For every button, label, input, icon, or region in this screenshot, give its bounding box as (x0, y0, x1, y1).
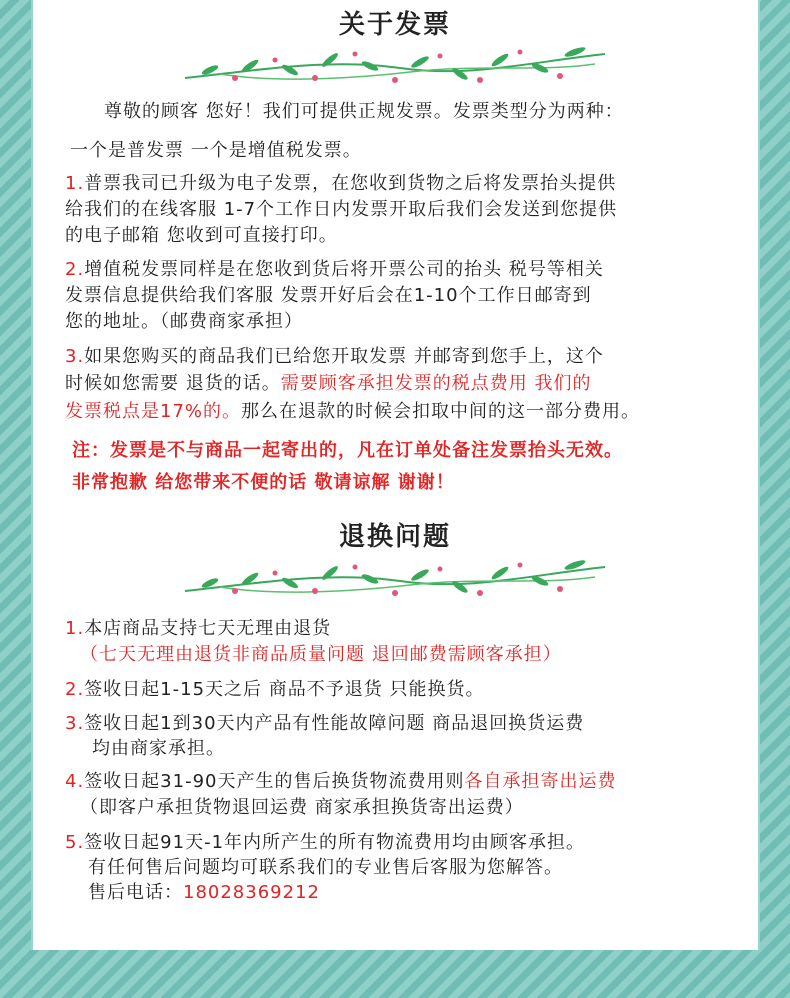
invoice-note-2: 非常抱歉 给您带来不便的话 敬请谅解 谢谢！ (72, 472, 455, 493)
returns-item-1-line-2: （七天无理由退货非商品质量问题 退回邮费需顾客承担） (80, 644, 562, 665)
phone-number: 18028369212 (183, 882, 320, 903)
invoice-note-1: 注：发票是不与商品一起寄出的，凡在订单处备注发票抬头无效。 (72, 440, 623, 461)
invoice-item-3-line-1: 3.如果您购买的商品我们已给您开取发票 并邮寄到您手上，这个 (65, 346, 604, 367)
returns-item-5-line-1: 5.签收日起91天-1年内所产生的所有物流费用均由顾客承担。 (65, 832, 586, 853)
item-number: 2. (65, 259, 85, 280)
item-number: 5. (65, 832, 85, 853)
invoice-item-1-line-2: 给我们的在线客服 1-7个工作日内发票开取后我们会发送到您提供 (65, 199, 618, 220)
invoice-item-1-line-1: 1.普票我司已升级为电子发票，在您收到货物之后将发票抬头提供 (65, 173, 617, 194)
item-number: 3. (65, 713, 85, 734)
returns-title: 退换问题 (338, 522, 451, 552)
vine-divider-icon (180, 40, 610, 90)
invoice-item-2-line-3: 您的地址。（邮费商家承担） (65, 311, 303, 332)
returns-item-1-line-1: 1.本店商品支持七天无理由退货 (65, 618, 332, 639)
returns-item-3-line-1: 3.签收日起1到30天内产品有性能故障问题 商品退回换货运费 (65, 713, 585, 734)
invoice-intro-line-2: 一个是普发票 一个是增值税发票。 (70, 140, 362, 161)
item-number: 2. (65, 679, 85, 700)
item-number: 1. (65, 173, 85, 194)
invoice-title: 关于发票 (338, 10, 451, 40)
invoice-intro-line-1: 尊敬的顾客 您好！我们可提供正规发票。发票类型分为两种： (104, 101, 624, 122)
returns-item-4-line-2: （即客户承担货物退回运费 商家承担换货寄出运费） (80, 797, 524, 818)
returns-item-2-line-1: 2.签收日起1-15天之后 商品不予退货 只能换货。 (65, 679, 485, 700)
invoice-item-1-line-3: 的电子邮箱 您收到可直接打印。 (65, 225, 338, 246)
returns-item-4-line-1: 4.签收日起31-90天产生的售后换货物流费用则各自承担寄出运费 (65, 771, 617, 792)
highlight-text: 需要顾客承担发票的税点费用 我们的 (280, 373, 592, 394)
highlight-text: 各自承担寄出运费 (464, 771, 617, 792)
invoice-item-3-line-3: 发票税点是17%的。那么在退款的时候会扣取中间的这一部分费用。 (65, 401, 641, 422)
highlight-text: 发票税点是17%的。 (65, 401, 242, 422)
invoice-item-2-line-2: 发票信息提供给我们客服 发票开好后会在1-10个工作日邮寄到 (65, 285, 592, 306)
item-number: 3. (65, 346, 85, 367)
vine-divider-icon (180, 553, 610, 603)
after-sales-phone: 售后电话：18028369212 (88, 882, 320, 903)
item-number: 1. (65, 618, 85, 639)
item-number: 4. (65, 771, 85, 792)
invoice-item-3-line-2: 时候如您需要 退货的话。需要顾客承担发票的税点费用 我们的 (65, 373, 592, 394)
returns-item-3-line-2: 均由商家承担。 (92, 738, 225, 759)
returns-item-5-line-2: 有任何售后问题均可联系我们的专业售后客服为您解答。 (88, 857, 563, 878)
invoice-item-2-line-1: 2.增值税发票同样是在您收到货后将开票公司的抬头 税号等相关 (65, 259, 604, 280)
